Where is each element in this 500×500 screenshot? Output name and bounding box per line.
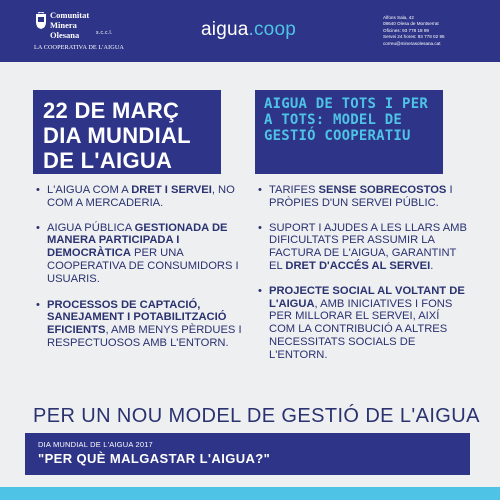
- item-emphasis: SENSE SOBRECOSTOS: [318, 184, 447, 196]
- bullet-icon: •: [258, 221, 262, 234]
- subtitle-line-2: A TOTS: MODEL DE: [264, 112, 403, 128]
- title-line-1: 22 DE MARÇ: [43, 98, 180, 123]
- bullet-icon: •: [36, 221, 40, 234]
- item-emphasis: DRET D'ACCÉS AL SERVEI: [285, 259, 431, 272]
- title-box: [33, 90, 221, 174]
- item-text: TARIFES: [269, 184, 319, 196]
- brand-wordmark: [201, 19, 296, 41]
- item-text: SUPORT I AJUDES A LES LLARS AMB DIFICULTATS PER ASSUMIR LA FACTURA DE L'AIGUA, GARANTINT EL: [269, 221, 467, 272]
- list-item: [258, 285, 468, 362]
- logo-name: Comunitat Minera Olesana: [50, 10, 90, 40]
- item-text: , AMB INICIATIVES I FONS PER MILLORAR EL SERVEI, AIXÍ COM LA CONTRIBUCIÓ A ALTRES NECESSITATS SOCIALS DE L'ENTORN.: [269, 297, 453, 361]
- logo-legal-form: s.c.c.l.: [96, 30, 113, 36]
- coat-of-arms-icon: [34, 12, 48, 30]
- contact-info: Alfons Sala, 42 08640 Olesa de Montserrat Oficines: 93 778 18 99 Servei 24 hores: 93 778 02 95 correu@minerasolesana.cat: [383, 15, 445, 46]
- list-item: [36, 299, 246, 350]
- item-text: I PRÒPIES D'UN SERVEI PÚBLIC.: [269, 184, 453, 209]
- list-item: [36, 184, 246, 210]
- left-bullet-list: [36, 184, 246, 362]
- item-text: .: [430, 259, 434, 272]
- bullet-icon: •: [36, 298, 40, 311]
- item-emphasis: PROCESSOS DE CAPTACIÓ, SANEJAMENT I POTABILITZACIÓ EFICIENTS: [47, 298, 227, 337]
- item-text: PER UNA COOPERATIVA DE CONSUMIDORS I USUARIS.: [47, 247, 239, 285]
- item-emphasis: GESTIONADA DE MANERA PARTICIPADA I DEMOCRÀTICA: [47, 221, 228, 260]
- list-item: [258, 184, 468, 210]
- item-emphasis: DRET I SERVEI: [131, 184, 212, 196]
- title-line-3: DE L'AIGUA: [43, 148, 173, 173]
- item-text: , AMB MENYS PÈRDUES I RESPECTUOSOS AMB L'ENTORN.: [47, 324, 242, 349]
- campaign-headline: "PER QUÈ MALGASTAR L'AIGUA?": [38, 451, 271, 466]
- subtitle-box: [255, 90, 443, 174]
- campaign-box: [25, 433, 470, 475]
- bullet-icon: •: [258, 284, 262, 297]
- item-text: L'AIGUA COM A: [47, 184, 132, 196]
- item-text: , NO COM A MERCADERIA.: [47, 184, 235, 209]
- item-emphasis: PROJECTE SOCIAL AL VOLTANT DE L'AIGUA: [269, 284, 465, 310]
- subtitle-line-3: GESTIÓ COOPERATIU: [264, 128, 411, 144]
- logo: [34, 10, 124, 54]
- item-text: AIGUA PÚBLICA: [47, 221, 135, 234]
- title-line-2: DIA MUNDIAL: [43, 123, 191, 148]
- header-bar: [0, 0, 500, 62]
- subtitle-line-1: AIGUA DE TOTS I PER: [264, 96, 428, 112]
- bullet-icon: •: [258, 184, 262, 196]
- list-item: [36, 222, 246, 286]
- bullet-icon: •: [36, 184, 40, 196]
- brand-suffix: .coop: [248, 19, 296, 40]
- right-bullet-list: [258, 184, 468, 374]
- brand-main: aigua: [201, 19, 249, 40]
- campaign-caption: DIA MUNDIAL DE L'AIGUA 2017: [38, 440, 153, 449]
- logo-tagline: LA COOPERATIVA DE L'AIGUA: [34, 44, 124, 51]
- list-item: [258, 222, 468, 273]
- slogan: PER UN NOU MODEL DE GESTIÓ DE L'AIGUA: [33, 405, 480, 427]
- bottom-accent-bar: [0, 487, 500, 500]
